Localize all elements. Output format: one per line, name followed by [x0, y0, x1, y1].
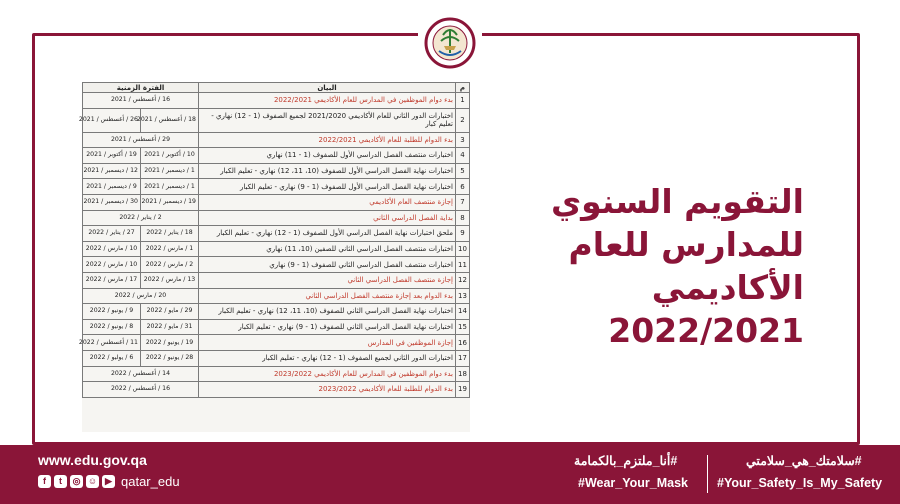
- table-row: [83, 288, 470, 304]
- event-description: بدء الدوام للطلبة للعام الأكاديمي 2022/2021: [199, 132, 456, 148]
- event-description: إجازة منتصف الفصل الدراسي الثاني: [199, 272, 456, 288]
- row-number: 16: [456, 335, 470, 351]
- end-date-cell: 8 / يونيو / 2022: [83, 319, 141, 335]
- title-line-1: التقويم السنوي: [550, 182, 804, 221]
- table-row: [83, 132, 470, 148]
- row-number: 14: [456, 304, 470, 320]
- event-description: بدء دوام الموظفين في المدارس للعام الأكاديمي 2022/2021: [199, 93, 456, 109]
- facebook-icon[interactable]: f: [38, 475, 51, 488]
- row-number: 4: [456, 148, 470, 164]
- date-cell: 2 / يناير / 2022: [83, 210, 199, 226]
- row-number: 7: [456, 194, 470, 210]
- end-date-cell: 11 / أغسطس / 2022: [83, 335, 141, 351]
- event-description: اختبارات نهاية الفصل الدراسي الأول للصفوف (10، 11، 12) نهاري - تعليم الكبار: [199, 163, 456, 179]
- event-description: إجازة الموظفين في المدارس: [199, 335, 456, 351]
- ministry-emblem-icon: [421, 15, 479, 71]
- start-date-cell: 31 / مايو / 2022: [141, 319, 199, 335]
- start-date-cell: 28 / يونيو / 2022: [141, 350, 199, 366]
- row-number: 8: [456, 210, 470, 226]
- footer-divider: [707, 455, 708, 493]
- table-row: [83, 382, 470, 398]
- social-links: [38, 474, 180, 489]
- date-cell: 20 / مارس / 2022: [83, 288, 199, 304]
- hashtag-safety-english: #Your_Safety_Is_My_Safety: [717, 476, 883, 490]
- table-row: [83, 194, 470, 210]
- row-number: 9: [456, 226, 470, 242]
- twitter-icon[interactable]: t: [54, 475, 67, 488]
- table-row: [83, 108, 470, 132]
- table-row: [83, 93, 470, 109]
- table-row: [83, 163, 470, 179]
- start-date-cell: 10 / أكتوبر / 2021: [141, 148, 199, 164]
- start-date-cell: 1 / ديسمبر / 2021: [141, 163, 199, 179]
- hashtag-mask-english: #Wear_Your_Mask: [578, 476, 689, 490]
- end-date-cell: 12 / ديسمبر / 2021: [83, 163, 141, 179]
- snapchat-icon[interactable]: ☺: [87, 476, 98, 486]
- start-date-cell: 1 / مارس / 2022: [141, 241, 199, 257]
- end-date-cell: 26 / أغسطس / 2021: [83, 108, 141, 132]
- end-date-cell: 19 / أكتوبر / 2021: [83, 148, 141, 164]
- start-date-cell: 2 / مارس / 2022: [141, 257, 199, 273]
- title-line-2: للمدارس للعام: [568, 225, 804, 264]
- event-description: اختبارات الدور الثاني لجميع الصفوف (1 - 12) نهاري - تعليم الكبار: [199, 350, 456, 366]
- period-header: الفترة الزمنية: [83, 83, 199, 93]
- hashtag-safety-arabic: #سلامتك_هي_سلامتي: [746, 454, 862, 468]
- end-date-cell: 10 / مارس / 2022: [83, 257, 141, 273]
- start-date-cell: 18 / أغسطس / 2021: [141, 108, 199, 132]
- row-number: 10: [456, 241, 470, 257]
- event-description: ملحق اختبارات نهاية الفصل الدراسي الأول للصفوف (1 - 12) نهاري - تعليم الكبار: [199, 226, 456, 242]
- event-description: اختبارات منتصف الفصل الدراسي الثاني للصفين (10، 11) نهاري: [199, 241, 456, 257]
- number-header: م: [456, 83, 470, 93]
- table-header-row: [83, 83, 470, 93]
- start-date-cell: 18 / يناير / 2022: [141, 226, 199, 242]
- start-date-cell: 13 / مارس / 2022: [141, 272, 199, 288]
- calendar-table: [78, 82, 470, 398]
- event-description: بدء دوام الموظفين في المدارس للعام الأكاديمي 2023/2022: [199, 366, 456, 382]
- table-row: [83, 350, 470, 366]
- table-row: [83, 210, 470, 226]
- row-number: 11: [456, 257, 470, 273]
- instagram-icon[interactable]: ◎: [70, 475, 83, 488]
- title-line-3: الأكاديمي: [651, 268, 804, 307]
- row-number: 17: [456, 350, 470, 366]
- description-header: البيان: [199, 83, 456, 93]
- title-year: 2022/2021: [608, 311, 804, 350]
- end-date-cell: 10 / مارس / 2022: [83, 241, 141, 257]
- date-cell: 16 / أغسطس / 2021: [83, 93, 199, 109]
- calendar-sheet: [78, 82, 470, 432]
- date-cell: 29 / أغسطس / 2021: [83, 132, 199, 148]
- ministry-logo: [418, 12, 482, 74]
- row-number: 15: [456, 319, 470, 335]
- table-row: [83, 148, 470, 164]
- table-row: [83, 304, 470, 320]
- event-description: اختبارات منتصف الفصل الدراسي الثاني للصفوف (1 - 9) نهاري: [199, 257, 456, 273]
- start-date-cell: 19 / يونيو / 2022: [141, 335, 199, 351]
- end-date-cell: 27 / يناير / 2022: [83, 226, 141, 242]
- end-date-cell: 6 / يوليو / 2022: [83, 350, 141, 366]
- row-number: 19: [456, 382, 470, 398]
- row-number: 13: [456, 288, 470, 304]
- calendar-title: [504, 180, 804, 352]
- website-link[interactable]: www.edu.gov.qa: [38, 452, 147, 468]
- table-row: [83, 319, 470, 335]
- table-row: [83, 179, 470, 195]
- event-description: اختبارات نهاية الفصل الدراسي الثاني للصفوف (10، 11، 12) نهاري - تعليم الكبار: [199, 304, 456, 320]
- end-date-cell: 9 / ديسمبر / 2021: [83, 179, 141, 195]
- date-cell: 16 / أغسطس / 2022: [83, 382, 199, 398]
- date-cell: 14 / أغسطس / 2022: [83, 366, 199, 382]
- table-row: [83, 226, 470, 242]
- event-description: بدء الدوام للطلبة للعام الأكاديمي 2023/2022: [199, 382, 456, 398]
- row-number: 12: [456, 272, 470, 288]
- start-date-cell: 1 / ديسمبر / 2021: [141, 179, 199, 195]
- row-number: 3: [456, 132, 470, 148]
- table-row: [83, 241, 470, 257]
- end-date-cell: 17 / مارس / 2022: [83, 272, 141, 288]
- row-number: 6: [456, 179, 470, 195]
- row-number: 1: [456, 93, 470, 109]
- event-description: إجازة منتصف العام الأكاديمي: [199, 194, 456, 210]
- row-number: 2: [456, 108, 470, 132]
- event-description: اختبارات نهاية الفصل الدراسي الثاني للصفوف (1 - 9) نهاري - تعليم الكبار: [199, 319, 456, 335]
- end-date-cell: 9 / يونيو / 2022: [83, 304, 141, 320]
- table-row: [83, 272, 470, 288]
- hashtag-mask-arabic: #أنا_ملتزم_بالكمامة: [574, 454, 678, 468]
- table-row: [83, 257, 470, 273]
- table-row: [83, 335, 470, 351]
- start-date-cell: 29 / مايو / 2022: [141, 304, 199, 320]
- end-date-cell: 30 / ديسمبر / 2021: [83, 194, 141, 210]
- row-number: 18: [456, 366, 470, 382]
- row-number: 5: [456, 163, 470, 179]
- event-description: اختبارات الدور الثاني للعام الأكاديمي 2021/2020 لجميع الصفوف (1 - 12) نهاري - تعليم كبار: [199, 108, 456, 132]
- event-description: بداية الفصل الدراسي الثاني: [199, 210, 456, 226]
- table-row: [83, 366, 470, 382]
- youtube-icon[interactable]: ▶: [102, 475, 115, 488]
- event-description: اختبارات منتصف الفصل الدراسي الأول للصفوف (1 - 11) نهاري: [199, 148, 456, 164]
- event-description: بدء الدوام بعد إجازة منتصف الفصل الدراسي الثاني: [199, 288, 456, 304]
- event-description: اختبارات نهاية الفصل الدراسي الأول للصفوف (1 - 9) نهاري - تعليم الكبار: [199, 179, 456, 195]
- social-handle[interactable]: qatar_edu: [121, 474, 180, 489]
- start-date-cell: 19 / ديسمبر / 2021: [141, 194, 199, 210]
